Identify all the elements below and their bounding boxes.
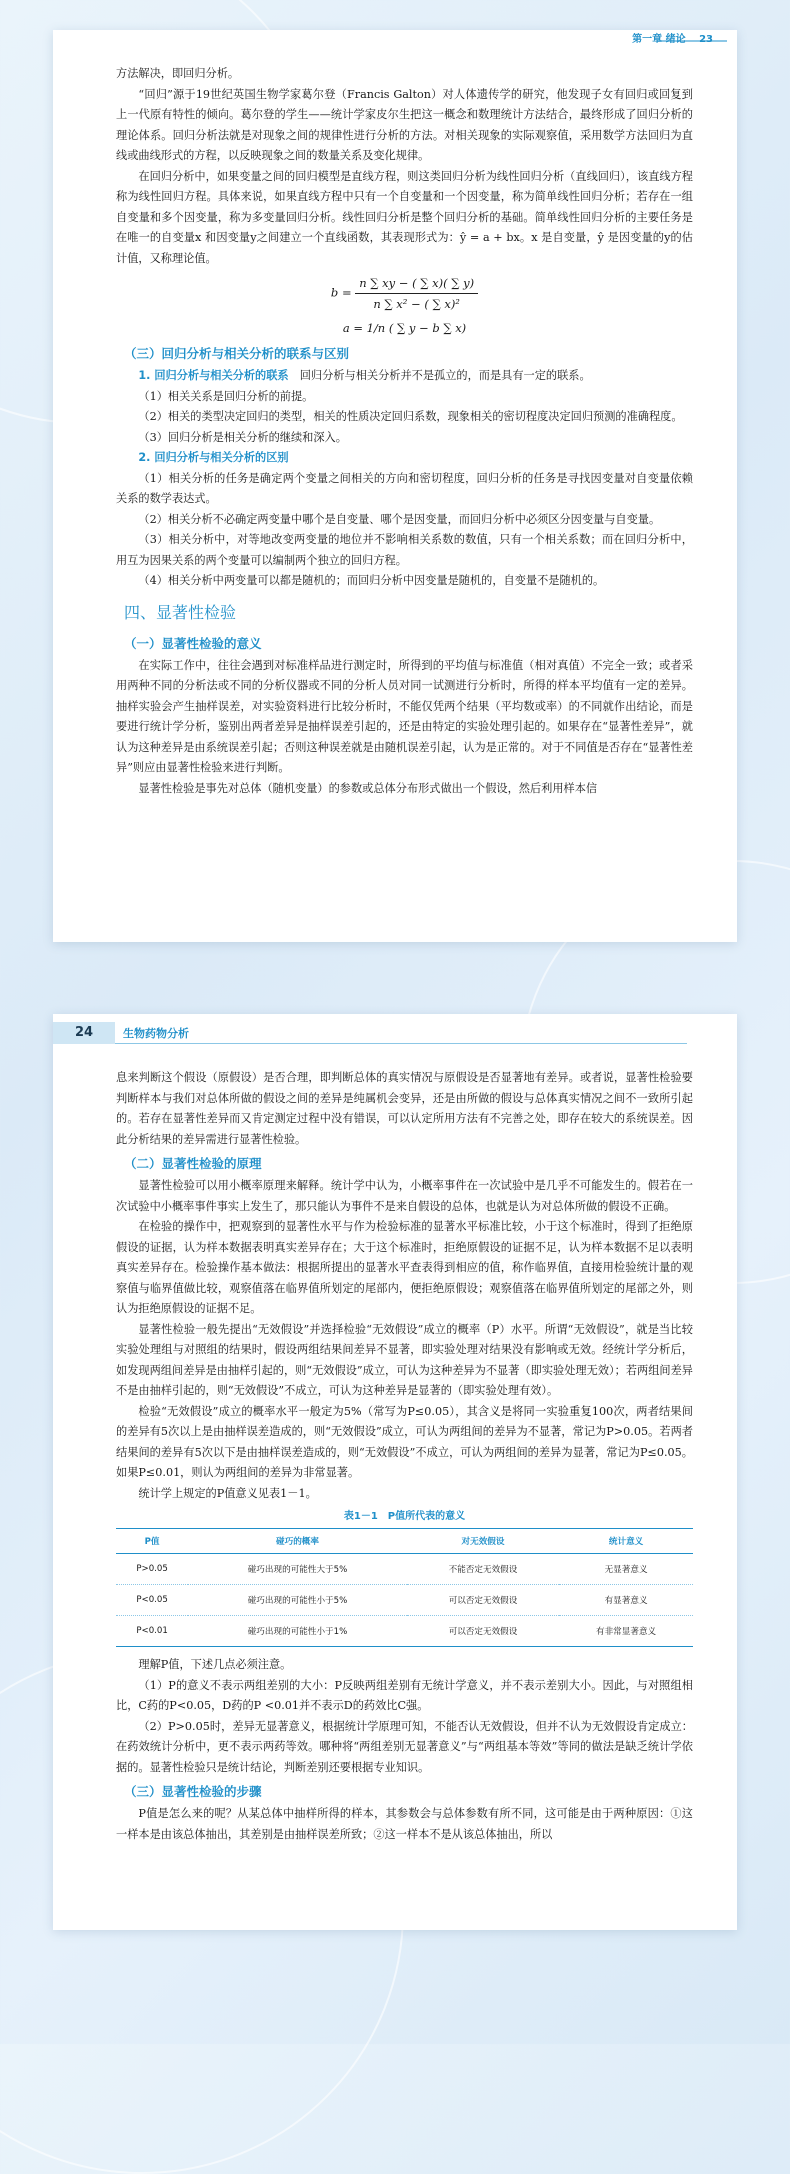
list-item: （3）回归分析是相关分析的继续和深入。 [138,430,347,444]
formula-b-denominator: n ∑ x² − ( ∑ x)² [373,297,460,311]
formula-b-lhs: b = [330,285,352,300]
section-heading: （三）回归分析与相关分析的联系与区别 [124,346,350,361]
formula-b-numerator: n ∑ xy − ( ∑ x)( ∑ y) [355,273,478,294]
table-cell: 可以否定无效假设 [407,1616,559,1647]
page-header-bar [53,1022,737,1044]
table-row [116,1585,693,1616]
formula-a: a = 1/n ( ∑ y − b ∑ x) [342,321,467,335]
book-page-24 [53,1014,737,1930]
table-cell: P<0.01 [116,1616,188,1647]
list-item: （3）相关分析中，对等地改变两变量的地位并不影响相关系数的数值，只有一个相关系数；而在回归分析中，用互为因果关系的两个变量可以编制两个独立的回归方程。 [116,533,693,567]
p-value-table [116,1528,693,1647]
list-item: （1）P的意义不表示两组差别的大小：P反映两组差别有无统计学意义，并不表示差别大小。因此，与对照组相比，C药的P<0.05，D药的P <0.01并不表示D的药效比C强。 [116,1678,693,1712]
chapter-section-heading: 四、显著性检验 [124,602,237,622]
page-body [116,1068,693,1845]
paragraph-cutoff: 显著性检验是事先对总体（随机变量）的参数或总体分布形式做出一个假设，然后利用样本信 [138,781,598,795]
table-cell: 碰巧出现的可能性大于5% [188,1554,407,1585]
paragraph: 在检验的操作中，把观察到的显著性水平与作为检验标准的显著水平标准比较，小于这个标准时，得到了拒绝原假设的证据，认为样本数据表明真实差异存在；大于这个标准时，拒绝原假设的证据不足，认为样本数据不足以表明真实差异存在。检验操作基本做法：根据所提出的显著水平查表得到相应的值，称作临界值，直接用检验统计量的观察值与临界值做比较，观察值落在临界值所划定的尾部内，便拒绝原假设；观察值落在临界值所划定的尾部之外，则认为拒绝原假设的证据不足。 [116,1220,693,1315]
paragraph: 统计学上规定的P值意义见表1－1。 [138,1486,317,1500]
paragraph: 理解P值，下述几点必须注意。 [138,1658,292,1671]
fraction [355,273,478,314]
column-header: P值 [116,1529,188,1554]
list-item: （2）相关分析不必确定两变量中哪个是自变量、哪个是因变量，而回归分析中必须区分因变量与自变量。 [138,512,661,526]
table-cell: 有显著意义 [559,1585,693,1616]
header-rule [115,1043,687,1044]
table-cell: P>0.05 [116,1554,188,1585]
table-cell: 有非常显著意义 [559,1616,693,1647]
paragraph: 在回归分析中，如果变量之间的回归模型是直线方程，则这类回归分析为线性回归分析（直线回归），该直线方程称为线性回归方程。具体来说，如果直线方程中只有一个自变量和一个因变量，称为简单线性回归分析；若存在一组自变量和多个因变量，称为多变量回归分析。线性回归分析是整个回归分析的基础。简单线性回归分析的主要任务是在唯一的自变量x 和因变量y之间建立一个直线函数，其表现形式为：ŷ = a + bx。x 是自变量，ŷ 是因变量的y的估计值，又称理论值。 [116,169,693,265]
list-item: （2）相关的类型决定回归的类型，相关的性质决定回归系数，现象相关的密切程度决定回归预测的准确程度。 [138,410,683,423]
paragraph: 显著性检验可以用小概率原理来解释。统计学中认为，小概率事件在一次试验中是几乎不可能发生的。假若在一次试验中小概率事件事实上发生了，那只能认为事件不是来自假设的总体，也就是认为对总体所做的假设不正确。 [116,1179,693,1213]
subheading: 1. 回归分析与相关分析的联系 [138,369,289,382]
list-item: （4）相关分析中两变量可以都是随机的；而回归分析中因变量是随机的，自变量不是随机的。 [138,574,605,587]
column-header: 统计意义 [559,1529,693,1554]
table-header-row [116,1529,693,1554]
table-cell: 不能否定无效假设 [407,1554,559,1585]
table-cell: P<0.05 [116,1585,188,1616]
page-number: 24 [53,1022,115,1044]
column-header: 对无效假设 [407,1529,559,1554]
running-header [632,30,713,45]
table-cell: 可以否定无效假设 [407,1585,559,1616]
list-item: （1）相关分析的任务是确定两个变量之间相关的方向和密切程度，回归分析的任务是寻找因变量对自变量依赖关系的数学表达式。 [116,471,693,505]
subheading-text: 回归分析与相关分析并不是孤立的，而是具有一定的联系。 [288,369,591,382]
paragraph: 显著性检验一般先提出“无效假设”并选择检验“无效假设”成立的概率（P）水平。所谓“无效假设”，就是当比较实验处理组与对照组的结果时，假设两组结果间差异不显著，即实验处理对结果没有影响或无效。经统计学分析后，如发现两组间差异是由抽样引起的，则“无效假设”成立，可认为这种差异为不显著（即实验处理无效）；若两组间差异不是由抽样引起的，则“无效假设”不成立，可认为这种差异是显著的（即实验处理有效）。 [116,1322,693,1397]
paragraph: 方法解决，即回归分析。 [116,67,240,80]
book-page-23 [53,30,737,942]
column-header: 碰巧的概率 [188,1529,407,1554]
formula-b [116,273,693,314]
page-body [116,64,693,799]
book-title: 生物药物分析 [123,1027,189,1040]
table-cell: 无显著意义 [559,1554,693,1585]
section-heading: （三）显著性检验的步骤 [124,1784,262,1799]
table-row [116,1616,693,1647]
paragraph [116,448,693,469]
paragraph [116,366,693,387]
section-heading: （一）显著性检验的意义 [124,635,262,651]
list-item: （1）相关关系是回归分析的前提。 [138,389,314,403]
section-heading: （二）显著性检验的原理 [124,1156,262,1171]
page-number: 23 [699,34,713,45]
paragraph: “回归”源于19世纪英国生物学家葛尔登（Francis Galton）对人体遗传学的研究，他发现子女有回归或回复到上一代原有特性的倾向。葛尔登的学生——统计学家皮尔生把这一概念和数理统计方法结合，最终形成了回归分析的理论体系。回归分析法就是对现象之间的规律性进行分析的方法。对相关现象的实际观察值，采用数学方法回归为直线或曲线形式的方程，以反映现象之间的数量关系及变化规律。 [116,87,693,162]
chapter-title: 第一章 绪论 [632,34,686,45]
paragraph: 在实际工作中，往往会遇到对标准样品进行测定时，所得到的平均值与标准值（相对真值）不完全一致；或者采用两种不同的分析法或不同的分析仪器或不同的分析人员对同一试测进行分析时，所得的样本平均值有一定的差异。抽样实验会产生抽样误差，对实验资料进行比较分析时，不能仅凭两个结果（平均数或率）的不同就作出结论，而是要进行统计学分析，鉴别出两者差异是抽样误差引起的，还是由特定的实验处理引起的。如果存在“显著性差异”，就认为这种差异是由系统误差引起；否则这种误差就是由随机误差引起，认为是正常的。对于不同值是否存在“显著性差异”则应由显著性检验来进行判断。 [116,658,693,774]
table-cell: 碰巧出现的可能性小于1% [188,1616,407,1647]
table-row [116,1554,693,1585]
paragraph: P值是怎么来的呢？从某总体中抽样所得的样本，其参数会与总体参数有所不同，这可能是由于两种原因：①这一样本是由该总体抽出，其差别是由抽样误差所致；②这一样本不是从该总体抽出，所以 [116,1807,693,1841]
table-cell: 碰巧出现的可能性小于5% [188,1585,407,1616]
paragraph: 检验“无效假设”成立的概率水平一般定为5%（常写为P≤0.05），其含义是将同一实验重复100次，两者结果间的差异有5次以上是由抽样误差造成的，则“无效假设”成立，可认为两组间的差异为不显著，常记为P>0.05。若两者结果间的差异有5次以下是由抽样误差造成的，则“无效假设”不成立，可认为两组间的差异为显著，常记为P≤0.05。如果P≤0.01，则认为两组间的差异为非常显著。 [116,1404,693,1479]
list-item: （2）P>0.05时，差异无显著意义，根据统计学原理可知，不能否认无效假设，但并不认为无效假设肯定成立：在药效统计分析中，更不表示两药等效。哪种将“两组差别无显著意义”与“两组基本等效”等同的做法是缺乏统计学依据的。显著性检验只是统计结论，判断差别还要根据专业知识。 [116,1719,693,1774]
paragraph: 息来判断这个假设（原假设）是否合理，即判断总体的真实情况与原假设是否显著地有差异。或者说，显著性检验要判断样本与我们对总体所做的假设之间的差异是纯属机会变异，还是由所做的假设与总体真实情况之间不一致所引起的。若存在显著性差异而又肯定测定过程中没有错误，可以认定所用方法有不完善之处，即存在较大的系统误差。因此分析结果的差异需进行显著性检验。 [116,1071,693,1146]
table-caption: 表1－1 P值所代表的意义 [343,1511,466,1522]
subheading: 2. 回归分析与相关分析的区别 [138,451,289,464]
